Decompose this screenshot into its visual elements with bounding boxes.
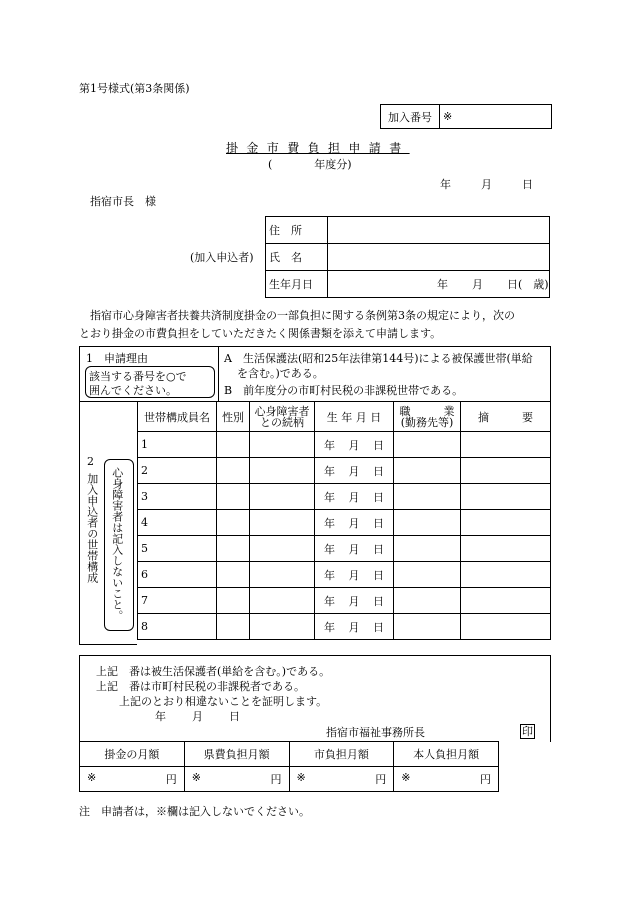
table-row xyxy=(138,458,551,484)
certification-box xyxy=(79,655,551,742)
remarks-cell[interactable] xyxy=(461,536,551,562)
remarks-cell[interactable] xyxy=(461,458,551,484)
fiscal-year: ( 年度分) xyxy=(268,158,352,171)
member-cell[interactable]: 2 xyxy=(138,458,217,484)
birth-cell[interactable]: 年 月 日 xyxy=(315,458,394,484)
remarks-cell[interactable] xyxy=(461,562,551,588)
sex-cell[interactable] xyxy=(217,562,250,588)
member-cell[interactable]: 6 xyxy=(138,562,217,588)
name-label: 氏 名 xyxy=(266,244,328,271)
birth-field[interactable]: 年 月 日( 歳) xyxy=(328,271,550,298)
header-remarks: 摘 要 xyxy=(461,402,551,432)
member-cell[interactable]: 3 xyxy=(138,484,217,510)
birth-cell[interactable]: 年 月 日 xyxy=(315,484,394,510)
section2-title: 加入申込者の世帯構成 xyxy=(85,473,99,583)
remarks-cell[interactable] xyxy=(461,588,551,614)
applicant-table xyxy=(265,216,550,298)
body-text-1: 指宿市心身障害者扶養共済制度掛金の一部負担に関する条例第3条の規定により，次の xyxy=(90,309,515,322)
option-b[interactable]: B 前年度分の市町村民税の非課税世帯である。 xyxy=(224,384,464,397)
fee-value-cell[interactable]: ※ 円 xyxy=(80,767,185,792)
member-cell[interactable]: 1 xyxy=(138,432,217,458)
job-cell[interactable] xyxy=(394,536,461,562)
table-row xyxy=(138,484,551,510)
sex-cell[interactable] xyxy=(217,432,250,458)
application-date: 年 月 日 xyxy=(440,178,533,191)
sex-cell[interactable] xyxy=(217,536,250,562)
relation-cell[interactable] xyxy=(250,510,315,536)
cert-line-1: 上記 番は被生活保護者(単給を含む。)である。 xyxy=(96,665,331,678)
member-cell[interactable]: 4 xyxy=(138,510,217,536)
header-birth: 生 年 月 日 xyxy=(315,402,394,432)
cert-date: 年 月 日 xyxy=(155,710,240,723)
table-row xyxy=(138,510,551,536)
sex-cell[interactable] xyxy=(217,588,250,614)
birth-cell[interactable]: 年 月 日 xyxy=(315,562,394,588)
relation-cell[interactable] xyxy=(250,536,315,562)
job-cell[interactable] xyxy=(394,562,461,588)
membership-label: 加入番号 xyxy=(381,105,440,129)
header-sex: 性別 xyxy=(217,402,250,432)
job-cell[interactable] xyxy=(394,510,461,536)
cert-issuer: 指宿市福祉事務所長 xyxy=(326,726,425,739)
option-a-line2: を含む。)である。 xyxy=(237,367,324,380)
membership-value: ※ xyxy=(440,105,552,129)
relation-cell[interactable] xyxy=(250,614,315,640)
remarks-cell[interactable] xyxy=(461,432,551,458)
section1-note-1: 該当する番号を○で xyxy=(89,370,187,383)
household-table xyxy=(137,401,551,640)
header-job: 職 業 (勤務先等) xyxy=(394,402,461,432)
job-cell[interactable] xyxy=(394,614,461,640)
birth-cell[interactable]: 年 月 日 xyxy=(315,588,394,614)
birth-cell[interactable]: 年 月 日 xyxy=(315,510,394,536)
name-field[interactable] xyxy=(328,244,550,271)
birth-label: 生年月日 xyxy=(266,271,328,298)
header-member: 世帯構成員名 xyxy=(138,402,217,432)
member-cell[interactable]: 5 xyxy=(138,536,217,562)
section1-box xyxy=(79,346,551,402)
table-row xyxy=(138,614,551,640)
form-title: 掛金市費負担申請書 xyxy=(226,141,410,155)
option-a-line1[interactable]: A 生活保護法(昭和25年法律第144号)による被保護世帯(単給 xyxy=(224,352,533,365)
fee-value-cell[interactable]: ※ 円 xyxy=(289,767,394,792)
table-row xyxy=(138,588,551,614)
address-label: 住 所 xyxy=(266,217,328,244)
table-row xyxy=(138,432,551,458)
section1-note-2: 囲んでください。 xyxy=(89,384,177,397)
applicant-label: (加入申込者) xyxy=(190,251,254,264)
fee-value-cell[interactable]: ※ 円 xyxy=(184,767,289,792)
fee-header: 県費負担月額 xyxy=(184,742,289,767)
section2-note: 心身障害者は記入しないこと。 xyxy=(110,467,124,621)
relation-cell[interactable] xyxy=(250,484,315,510)
section2-number: 2 xyxy=(87,455,94,468)
membership-number-box xyxy=(380,104,552,129)
birth-cell[interactable]: 年 月 日 xyxy=(315,432,394,458)
address-field[interactable] xyxy=(328,217,550,244)
relation-cell[interactable] xyxy=(250,458,315,484)
addressee: 指宿市長 様 xyxy=(90,195,156,208)
table-row xyxy=(138,536,551,562)
job-cell[interactable] xyxy=(394,484,461,510)
section1-title: 1 申請理由 xyxy=(86,352,148,365)
birth-cell[interactable]: 年 月 日 xyxy=(315,614,394,640)
job-cell[interactable] xyxy=(394,432,461,458)
sex-cell[interactable] xyxy=(217,484,250,510)
fee-header: 市負担月額 xyxy=(289,742,394,767)
fee-header: 本人負担月額 xyxy=(394,742,499,767)
relation-cell[interactable] xyxy=(250,562,315,588)
remarks-cell[interactable] xyxy=(461,484,551,510)
job-cell[interactable] xyxy=(394,458,461,484)
remarks-cell[interactable] xyxy=(461,614,551,640)
section2-side xyxy=(79,401,137,645)
sex-cell[interactable] xyxy=(217,510,250,536)
relation-cell[interactable] xyxy=(250,588,315,614)
member-cell[interactable]: 8 xyxy=(138,614,217,640)
job-cell[interactable] xyxy=(394,588,461,614)
sex-cell[interactable] xyxy=(217,614,250,640)
footnote: 注 申請者は，※欄は記入しないでください。 xyxy=(79,805,310,818)
table-row xyxy=(138,562,551,588)
body-text-2: とおり掛金の市費負担をしていただきたく関係書類を添えて申請します。 xyxy=(79,327,442,340)
cert-line-3: 上記のとおり相違ないことを証明します。 xyxy=(119,695,328,708)
cert-line-2: 上記 番は市町村民税の非課税者である。 xyxy=(96,680,305,693)
sex-cell[interactable] xyxy=(217,458,250,484)
birth-cell[interactable]: 年 月 日 xyxy=(315,536,394,562)
fees-table xyxy=(79,741,499,792)
remarks-cell[interactable] xyxy=(461,510,551,536)
form-number: 第1号様式(第3条関係) xyxy=(79,82,190,95)
fee-header: 掛金の月額 xyxy=(80,742,185,767)
header-relation: 心身障害者 との続柄 xyxy=(250,402,315,432)
fee-value-cell[interactable]: ※ 円 xyxy=(394,767,499,792)
member-cell[interactable]: 7 xyxy=(138,588,217,614)
relation-cell[interactable] xyxy=(250,432,315,458)
seal-mark: 印 xyxy=(522,725,533,738)
